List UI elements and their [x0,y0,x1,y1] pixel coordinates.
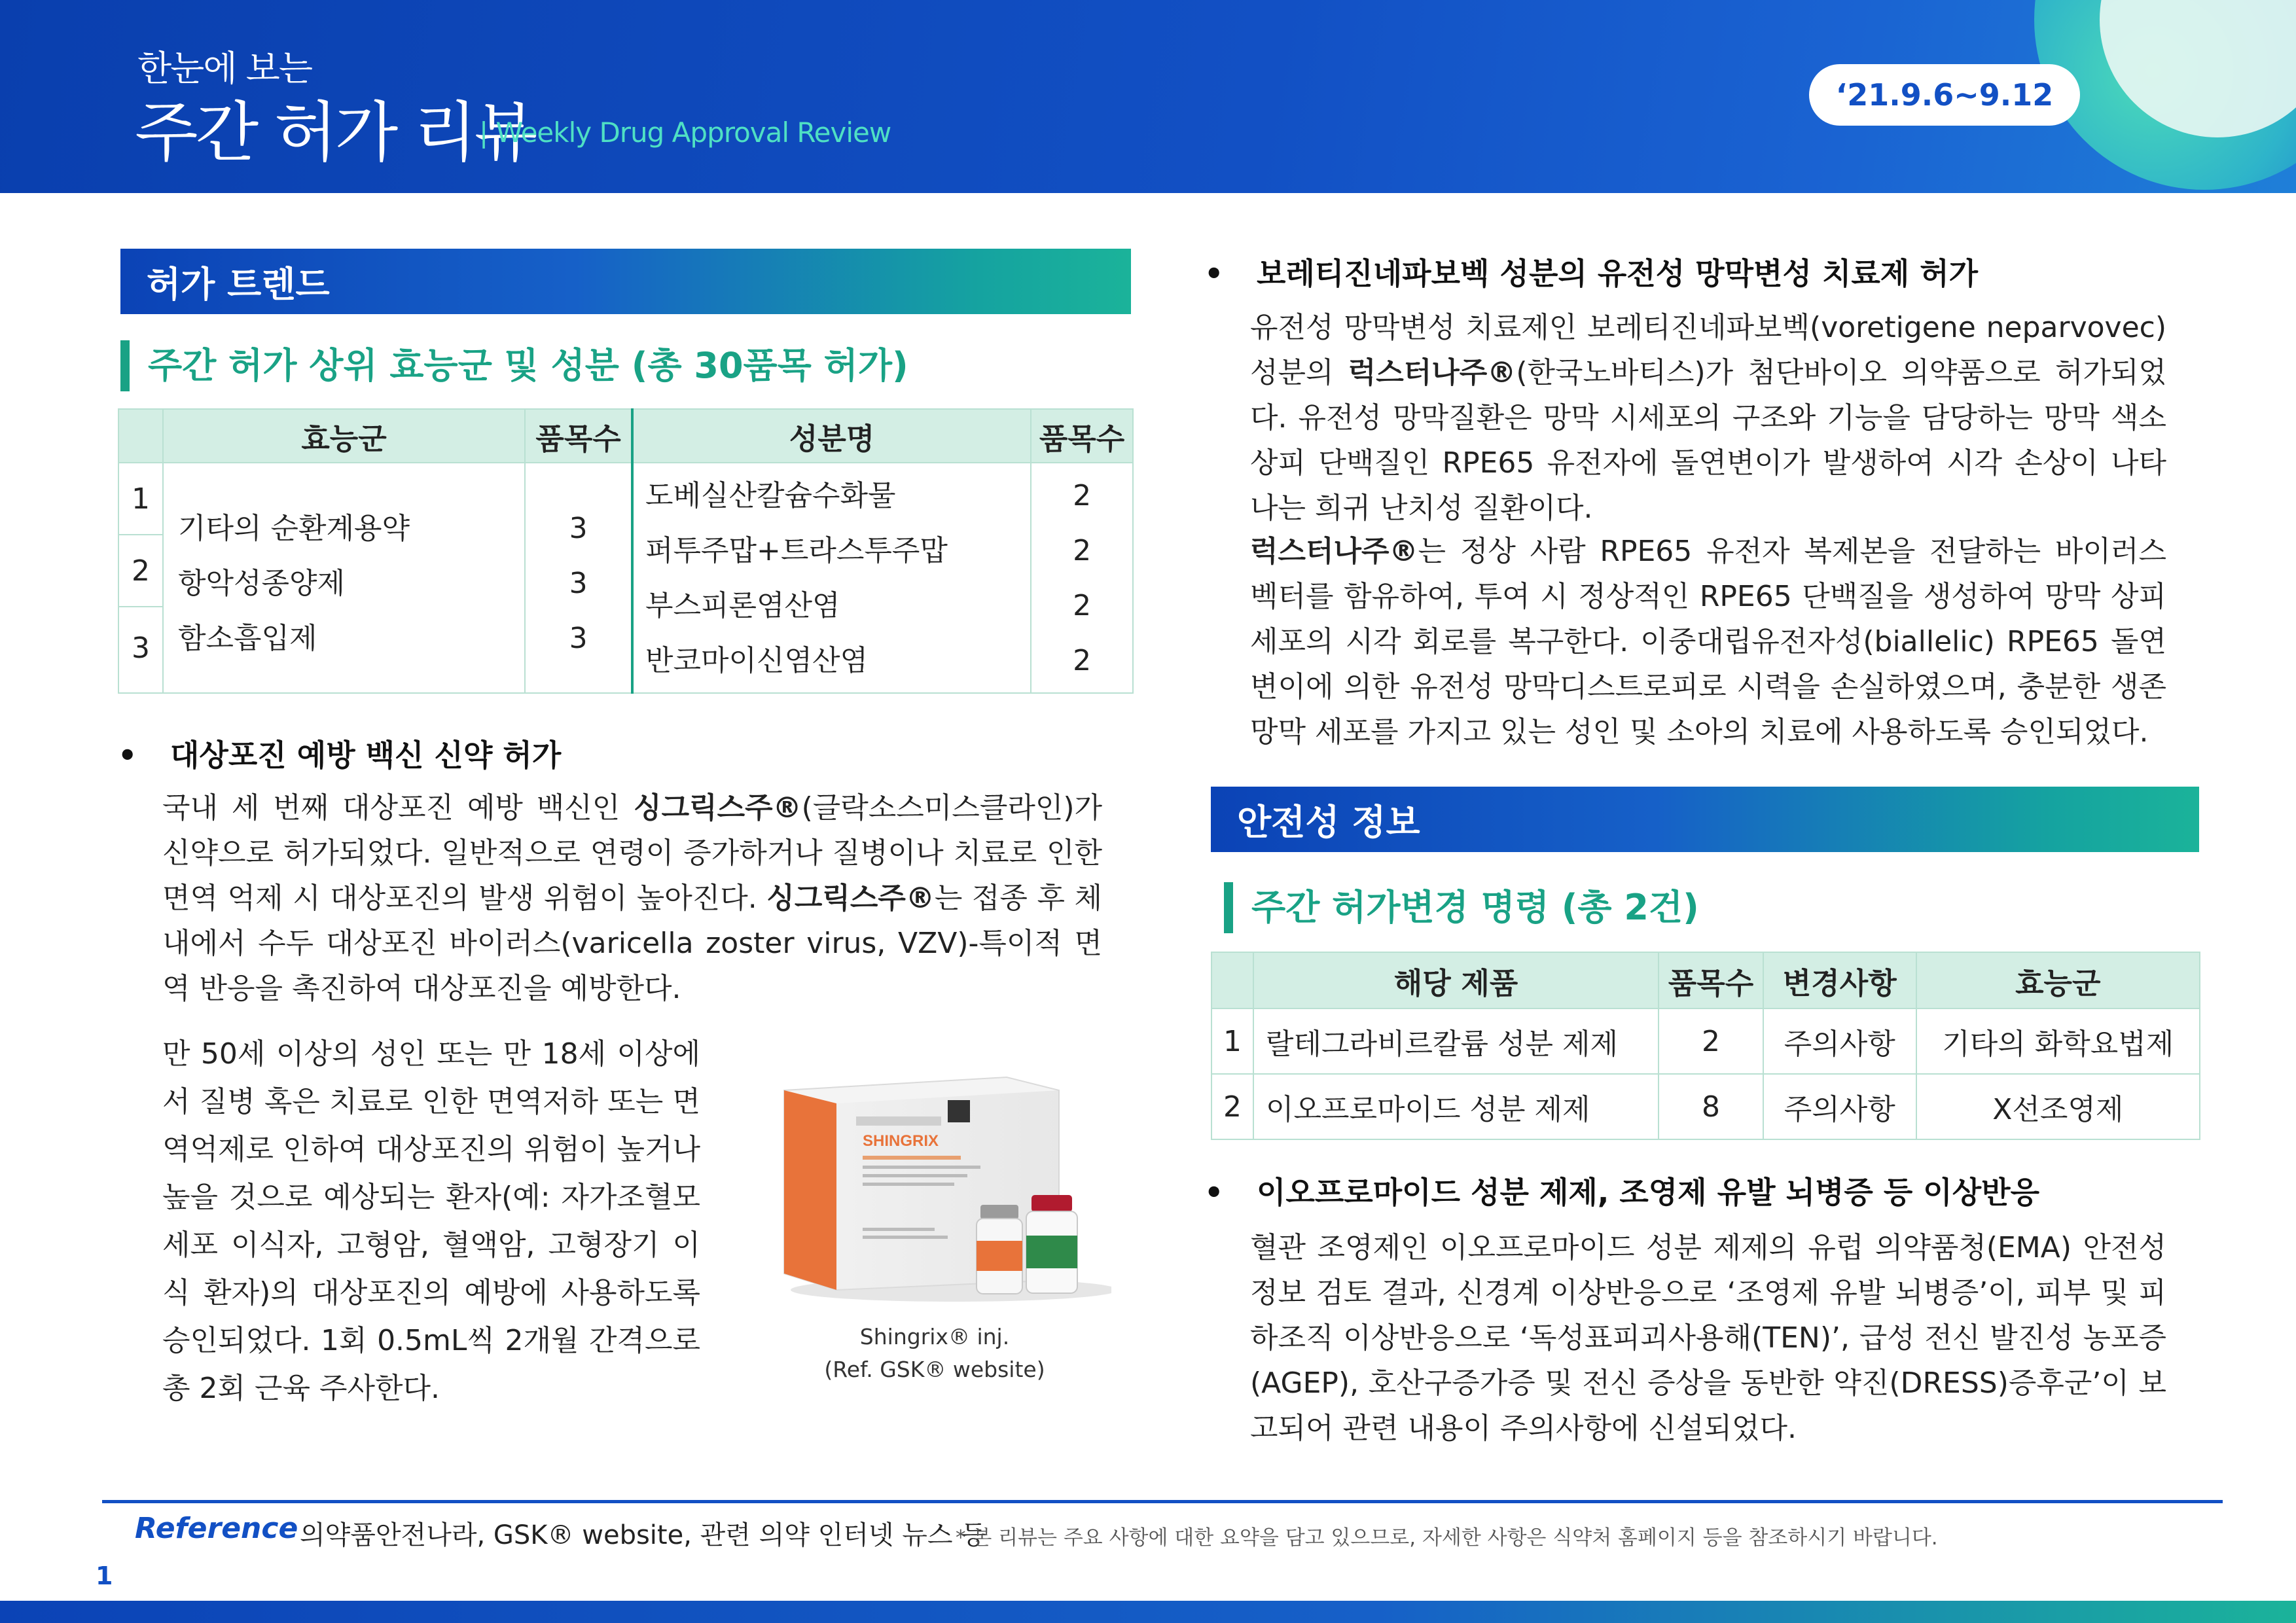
ingredient-count-2: 2 [1073,534,1092,567]
row-product: 랄테그라비르칼륨 성분 제제 [1253,1008,1659,1074]
row-no: 1 [1211,1008,1253,1074]
header-group-count: 품목수 [525,409,632,463]
group-name-1: 기타의 순환계용약 [177,512,410,545]
ingredient-count-1: 2 [1073,479,1092,512]
header-rank [118,409,163,463]
bottom-decoration-bar [0,1601,2296,1623]
luxturna-paragraph-1: 유전성 망막변성 치료제인 보레티진네파보벡(voretigene neparvovec) 성분의 럭스터나주®(한국노바티스)가 첨단바이오 의약품으로 허가되었다. 유전성 망막질환은 망막 시세포의 구조와 기능을 담당하는 망막 색소 상피 단백질인 RPE65 유전자에 돌연변이가 발생하여 시각 손상이 나타나는 희귀 난치성 질환이다. [1250,311,2167,525]
footer-note: * 본 리뷰는 주요 사항에 대한 요약을 담고 있으므로, 자세한 사항은 식약처 홈페이지 등을 참조하시기 바랍니다. [956,1526,1938,1550]
section-title-approval-trend: 허가 트렌드 [120,249,1131,314]
rank-3: 3 [131,631,150,665]
header-no [1211,952,1253,1008]
caption-product-name: Shingrix® inj. [859,1324,1010,1349]
bullet-shingrix-title: • 대상포진 예방 백신 신약 허가 [118,738,562,773]
group-name-3: 함소흡입제 [177,622,317,655]
luxturna-paragraph-2: 럭스터나주®는 정상 사람 RPE65 유전자 복제본을 전달하는 바이러스 벡터를 함유하여, 투여 시 정상적인 RPE65 단백질을 생성하여 망막 상피 세포의 시각 회로를 복구한다. 이중대립유전자성(biallelic) RPE65 돌연변이에 의한 유전성 망막디스트로피로 시력을 손실하였으며, 충분한 생존 망막 세포를 가지고 있는 성인 및 소아의 치료에 사용하도록 승인되었다. [1250,535,2166,749]
row-no: 2 [1211,1074,1253,1139]
group-count-1: 3 [569,512,588,545]
group-counts-column [525,463,632,693]
group-name-2: 항악성종양제 [177,567,345,600]
row-group: 기타의 화학요법제 [1916,1008,2200,1074]
header-count: 품목수 [1659,952,1763,1008]
ingredient-count-4: 2 [1073,644,1092,677]
rank-1: 1 [119,463,162,535]
reference-label: Reference [135,1512,298,1545]
bullet-iopromide-title: • 이오프로마이드 성분 제제, 조영제 유발 뇌병증 등 이상반응 [1204,1175,2040,1210]
ingredient-name-4: 반코마이신염산염 [645,644,868,677]
table-title-label-changes: 주간 허가변경 명령 (총 2건) [1224,880,2206,930]
table-header-row [1211,952,2200,1008]
rank-2: 2 [119,535,162,607]
date-badge: ‘21.9.6~9.12 [1809,64,2080,126]
caption-reference: (Ref. GSK® website) [824,1357,1045,1382]
label-changes-table [1211,952,2200,1140]
header-change: 변경사항 [1763,952,1916,1008]
row-count: 2 [1659,1008,1763,1074]
group-names-column [163,463,525,693]
row-group: X선조영제 [1916,1074,2200,1139]
header-product: 해당 제품 [1253,952,1659,1008]
table-header-row [118,409,1133,463]
header-small-title: 한눈에 보는 [137,48,312,89]
bullet-luxturna-title: • 보레티진네파보벡 성분의 유전성 망막변성 치료제 허가 [1204,256,1979,291]
header-subtitle: | Weekly Drug Approval Review [479,116,891,149]
group-count-3: 3 [569,622,588,655]
ingredient-names-column [632,463,1031,693]
ingredient-count-3: 2 [1073,589,1092,622]
ingredient-name-3: 부스피론염산염 [645,589,840,622]
header-ingredient: 성분명 [632,409,1031,463]
ingredient-name-2: 퍼투주맙+트라스투주맙 [645,534,948,567]
row-product: 이오프로마이드 성분 제제 [1253,1074,1659,1139]
bullet-dot: • [1204,256,1224,291]
rank-column [118,463,163,693]
header-main-title: 주간 허가 리뷰 [135,94,535,171]
shingrix-paragraph-1: 국내 세 번째 대상포진 예방 백신인 싱그릭스주®(글락소스미스클라인)가 신약으로 허가되었다. 일반적으로 연령이 증가하거나 질병이나 치료로 인한 면역 억제 시 대상포진의 발생 위험이 높아진다. 싱그릭스주®는 접종 후 체내에서 수두 대상포진 바이러스(varicella zoster virus, VZV)-특이적 면역 반응을 촉진하여 대상포진을 예방한다. [162,791,1102,1005]
iopromide-paragraph: 혈관 조영제인 이오프로마이드 성분 제제의 유럽 의약품청(EMA) 안전성 정보 검토 결과, 신경계 이상반응으로 ‘조영제 유발 뇌병증’이, 피부 및 피하조직 이상반응으로 ‘독성표피괴사용해(TEN)’, 급성 전신 발진성 농포증(AGEP), 호산구증가증 및 전신 증상을 동반한 약진(DRESS)증후군’이 보고되어 관련 내용이 주의사항에 신설되었다. [1250,1231,2166,1445]
row-count: 8 [1659,1074,1763,1139]
footer-divider [102,1500,2223,1503]
header-efficacy-group: 효능군 [163,409,525,463]
table-title-top-groups: 주간 허가 상위 효능군 및 성분 (총 30품목 허가) [120,338,1131,388]
row-change: 주의사항 [1763,1074,1916,1139]
product-image-caption [758,1321,1111,1386]
top-groups-table [118,408,1134,694]
row-change: 주의사항 [1763,1008,1916,1074]
group-count-2: 3 [569,567,588,600]
box-brand-text: SHINGRIX [863,1132,939,1150]
section-title-safety-info: 안전성 정보 [1211,787,2199,852]
bullet-dot: • [1204,1175,1224,1210]
shingrix-product-image [758,1064,1111,1306]
ingredient-name-1: 도베실산칼슘수화물 [645,479,896,512]
page-number: 1 [96,1561,113,1590]
table-row [1211,1008,2200,1074]
page-header [0,0,2296,193]
header-ingredient-count: 품목수 [1031,409,1133,463]
table-row [1211,1074,2200,1139]
ingredient-counts-column [1031,463,1133,693]
header-efficacy-group: 효능군 [1916,952,2200,1008]
bullet-dot: • [118,738,137,773]
reference-text: 의약품안전나라, GSK® website, 관련 의약 인터넷 뉴스 등 [300,1520,986,1550]
shingrix-paragraph-2: 만 50세 이상의 성인 또는 만 18세 이상에서 질병 혹은 치료로 인한 면역저하 또는 면역억제로 인하여 대상포진의 위험이 높거나 높을 것으로 예상되는 환자(예: 자가조혈모세포 이식자, 고형암, 혈액암, 고형장기 이식 환자)의 대상포진의 예방에 사용하도록 승인되었다. 1회 0.5mL씩 2개월 간격으로 총 2회 근육 주사한다. [162,1037,700,1405]
